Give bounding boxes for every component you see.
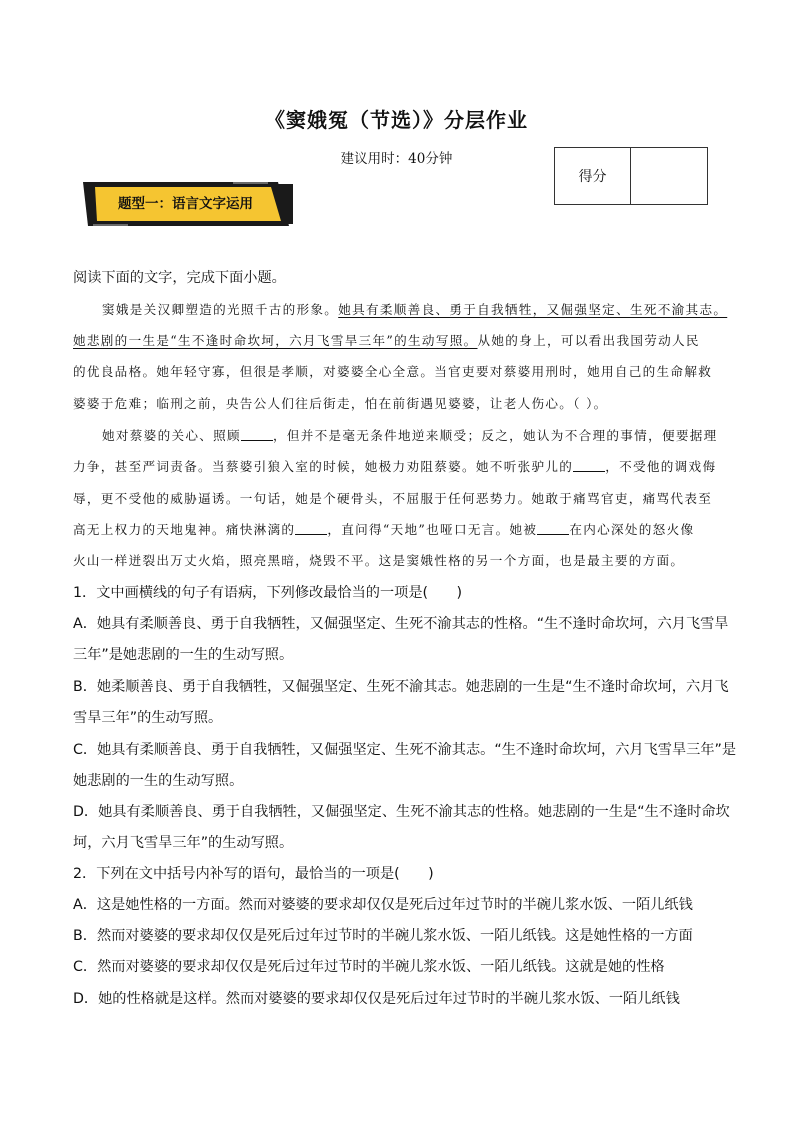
passage-text: ，不受他的调戏侮 bbox=[605, 459, 717, 474]
question-2-option-a[interactable]: A．这是她性格的一方面。然而对婆婆的要求却仅仅是死后过年过节时的半碗儿浆水饭、一陌儿纸钱 bbox=[73, 897, 693, 913]
question-1-option-a-cont: 三年”是她悲剧的一生的生动写照。 bbox=[73, 647, 294, 663]
passage-line: 的优良品格。她年轻守寡，但很是孝顺，对婆婆全心全意。当官吏要对蔡婆用刑时，她用自己的生命解救 bbox=[73, 364, 713, 379]
passage-text: 她对蔡婆的关心、照顾 bbox=[102, 428, 241, 443]
passage-text: ，直问得“天地”也哑口无言。她被 bbox=[327, 522, 538, 537]
passage-line bbox=[73, 331, 723, 351]
suggested-time: 建议用时：40分钟 bbox=[340, 151, 453, 167]
passage-text: 窦娥是关汉卿塑造的光照千古的形象。 bbox=[102, 302, 339, 317]
question-2-option-c[interactable]: C．然而对婆婆的要求却仅仅是死后过年过节时的半碗儿浆水饭、一陌儿纸钱。这就是她的性格 bbox=[73, 959, 665, 975]
fill-blank bbox=[537, 520, 569, 535]
underlined-sentence: 她悲剧的一生是“生不逢时命坎坷，六月飞雪旱三年”的生动写照。 bbox=[73, 333, 478, 348]
question-1-option-c-cont: 她悲剧的一生的生动写照。 bbox=[73, 773, 244, 789]
question-1-option-b-cont: 雪旱三年”的生动写照。 bbox=[73, 710, 223, 726]
question-2-option-b[interactable]: B．然而对婆婆的要求却仅仅是死后过年过节时的半碗儿浆水饭、一陌儿纸钱。这是她性格的一方面 bbox=[73, 928, 693, 944]
score-box bbox=[554, 147, 708, 205]
underlined-sentence: 她具有柔顺善良、勇于自我牺牲，又倔强坚定、生死不渝其志。 bbox=[338, 302, 728, 317]
passage-line: 婆婆于危难；临刑之前，央告公人们往后街走，怕在前街遇见婆婆，让老人伤心。（ ）。 bbox=[73, 396, 608, 411]
question-1-option-b[interactable]: B．她柔顺善良、勇于自我牺牲，又倔强坚定、生死不渝其志。她悲剧的一生是“生不逢时命坎坷，六月飞 bbox=[73, 679, 729, 695]
fill-blank bbox=[573, 457, 605, 472]
passage-line bbox=[73, 520, 723, 540]
question-1-option-d-cont: 坷，六月飞雪旱三年”的生动写照。 bbox=[73, 835, 294, 851]
question-1-option-d[interactable]: D．她具有柔顺善良、勇于自我牺牲，又倔强坚定、生死不渝其志的性格。她悲剧的一生是“生不逢时命坎 bbox=[73, 804, 730, 820]
score-label: 得分 bbox=[555, 148, 631, 204]
passage-text: ，但并不是毫无条件地逆来顺受；反之，她认为不合理的事情，便要据理 bbox=[272, 428, 718, 443]
passage-text: 高无上权力的天地鬼神。痛快淋漓的 bbox=[73, 522, 296, 537]
passage-line bbox=[73, 457, 723, 477]
passage-line: 火山一样迸裂出万丈火焰，照亮黑暗，烧毁不平。这是窦娥性格的另一个方面，也是最主要的方面。 bbox=[73, 553, 685, 568]
question-2-option-d[interactable]: D．她的性格就是这样。然而对婆婆的要求却仅仅是死后过年过节时的半碗儿浆水饭、一陌儿纸钱 bbox=[73, 991, 680, 1007]
question-1-option-c[interactable]: C．她具有柔顺善良、勇于自我牺牲，又倔强坚定、生死不渝其志。“生不逢时命坎坷，六月飞雪旱三年”是 bbox=[73, 742, 737, 758]
score-field[interactable] bbox=[631, 148, 707, 204]
fill-blank bbox=[241, 426, 273, 441]
passage-text: 在内心深处的怒火像 bbox=[569, 522, 695, 537]
passage-line bbox=[102, 300, 752, 320]
question-1-stem: 1．文中画横线的句子有语病，下列修改最恰当的一项是( ) bbox=[73, 585, 462, 601]
passage-line: 辱，更不受他的威胁逼诱。一句话，她是个硬骨头，不屈服于任何恶势力。她敢于痛骂官吏，痛骂代表至 bbox=[73, 491, 713, 506]
question-1-option-a[interactable]: A．她具有柔顺善良、勇于自我牺牲，又倔强坚定、生死不渝其志的性格。“生不逢时命坎坷，六月飞雪旱 bbox=[73, 616, 729, 632]
question-2-stem: 2．下列在文中括号内补写的语句，最恰当的一项是( ) bbox=[73, 866, 434, 882]
passage-line bbox=[102, 426, 752, 446]
passage-text: 力争，甚至严词责备。当蔡婆引狼入室的时候，她极力劝阻蔡婆。她不听张驴儿的 bbox=[73, 459, 574, 474]
page-title: 《窦娥冤（节选）》分层作业 bbox=[265, 108, 528, 132]
intro-instruction: 阅读下面的文字，完成下面小题。 bbox=[73, 270, 286, 286]
fill-blank bbox=[295, 520, 327, 535]
passage-text: 从她的身上，可以看出我国劳动人民 bbox=[477, 333, 700, 348]
section-banner-label: 题型一：语言文字运用 bbox=[118, 196, 253, 212]
